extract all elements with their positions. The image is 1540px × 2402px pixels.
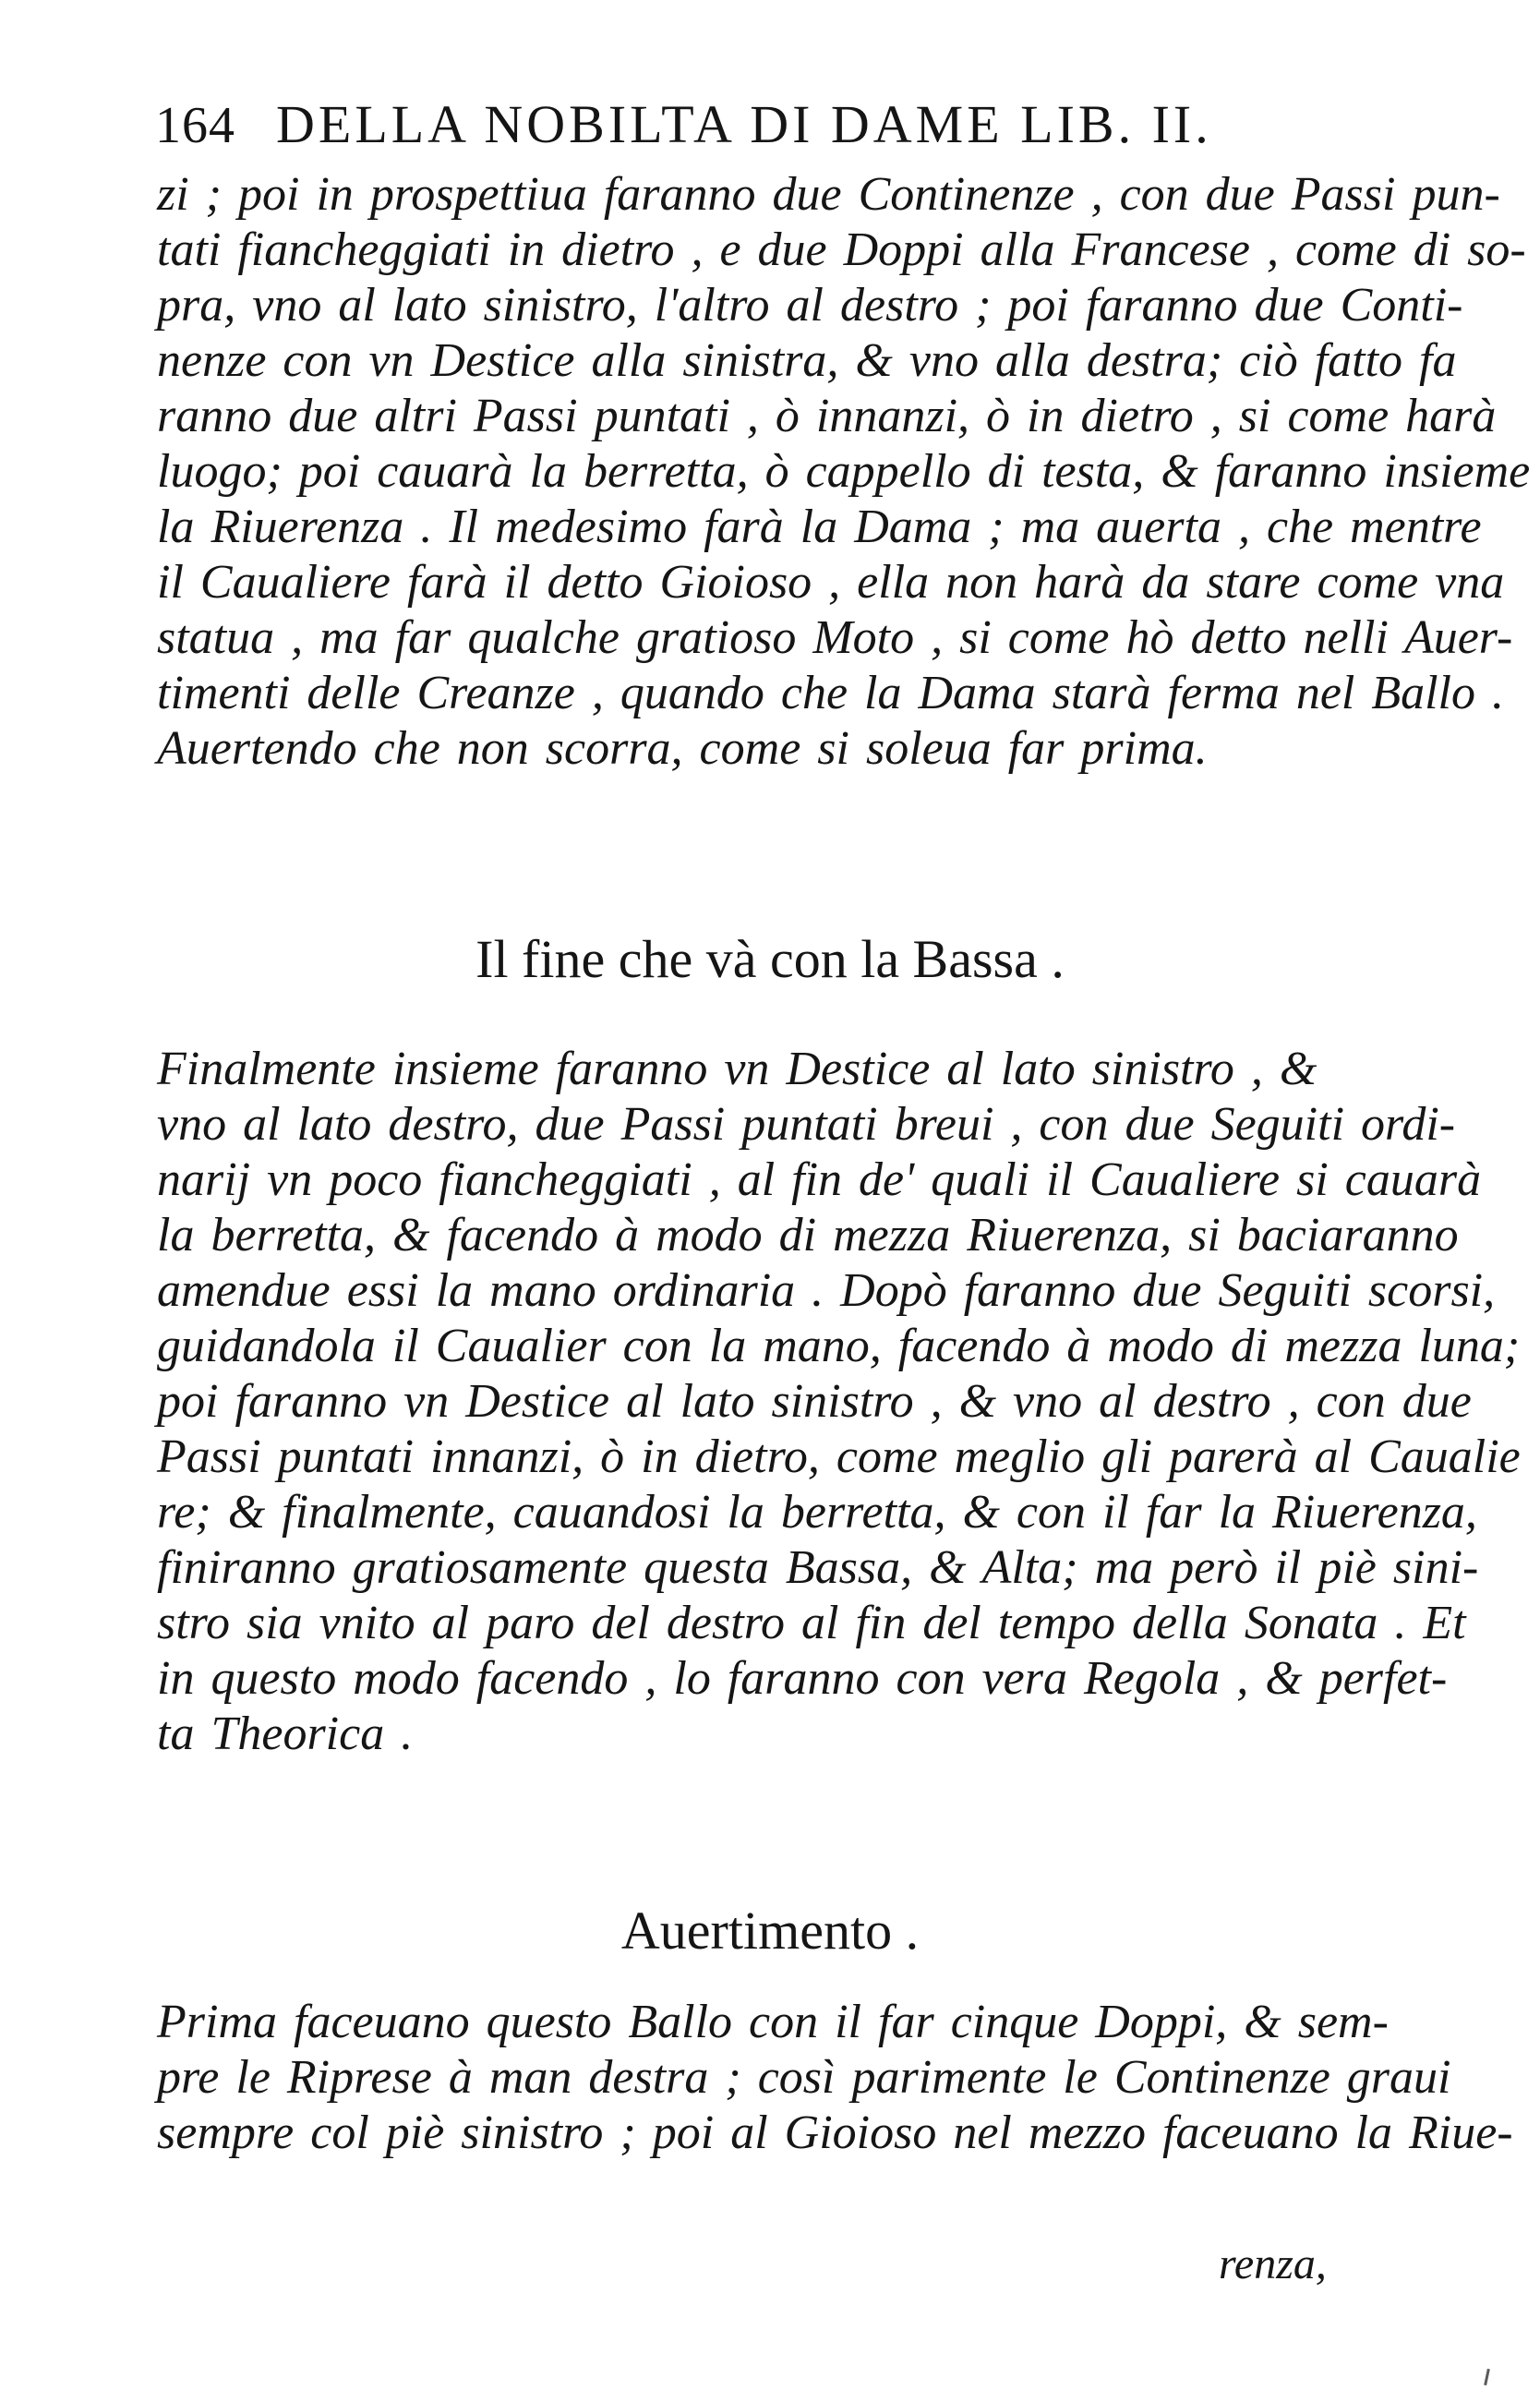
text-line: timenti delle Creanze , quando che la Dama starà ferma nel Ballo .	[157, 667, 1504, 719]
text-line: poi faranno vn Destice al lato sinistro , & vno al destro , con due	[157, 1375, 1472, 1428]
page-header	[155, 94, 1309, 163]
text-line: pre le Riprese à man destra ; così parimente le Continenze graui	[157, 2051, 1451, 2104]
text-line: zi ; poi in prospettiua faranno due Continenze , con due Passi pun-	[157, 168, 1500, 221]
text-line: statua , ma far qualche gratioso Moto , si come hò detto nelli Auer-	[157, 611, 1513, 664]
text-line: guidandola il Caualier con la mano, facendo à modo di mezza luna;	[157, 1320, 1521, 1372]
text-line: vno al lato destro, due Passi puntati breui , con due Seguiti ordi-	[157, 1098, 1456, 1151]
section-heading-fine: Il fine che và con la Bassa .	[475, 929, 1065, 989]
section-heading-auertimento: Auertimento .	[620, 1901, 920, 1961]
text-line: il Caualiere farà il detto Gioioso , ella non harà da stare come vna	[157, 556, 1505, 609]
text-line: Passi puntati innanzi, ò in dietro, come meglio gli parerà al Caualie	[157, 1430, 1521, 1483]
text-line: sempre col piè sinistro ; poi al Gioioso nel mezzo faceuano la Riue-	[157, 2106, 1513, 2159]
text-line: luogo; poi cauarà la berretta, ò cappello di testa, & faranno insieme	[157, 445, 1531, 498]
opening-paragraph	[157, 167, 1531, 777]
text-line: stro sia vnito al paro del destro al fin del tempo della Sonata . Et	[157, 1597, 1466, 1649]
catchword: renza,	[1219, 2239, 1327, 2288]
text-line: in questo modo facendo , lo faranno con vera Regola , & perfet-	[157, 1652, 1448, 1705]
text-line: nenze con vn Destice alla sinistra, & vno alla destra; ciò fatto fa	[157, 334, 1457, 387]
paper-mark	[1484, 2369, 1490, 2385]
text-line: ranno due altri Passi puntati , ò innanzi, ò in dietro , si come harà	[157, 390, 1497, 442]
text-line: tati fiancheggiati in dietro , e due Doppi alla Francese , come di so-	[157, 223, 1526, 276]
text-line: narij vn poco fiancheggiati , al fin de' quali il Caualiere si cauarà	[157, 1153, 1482, 1206]
text-line: Prima faceuano questo Ballo con il far cinque Doppi, & sem-	[157, 1996, 1389, 2048]
text-line: Finalmente insieme faranno vn Destice al lato sinistro , &	[157, 1043, 1317, 1095]
page-number: 164	[155, 97, 235, 154]
text-line: amendue essi la mano ordinaria . Dopò faranno due Seguiti scorsi,	[157, 1264, 1496, 1317]
text-line: ta Theorica .	[157, 1708, 414, 1760]
text-line: finiranno gratiosamente questa Bassa, & Alta; ma però il piè sini-	[157, 1541, 1479, 1594]
text-line: Auertendo che non scorra, come si soleua far prima.	[157, 722, 1208, 775]
text-line: la berretta, & facendo à modo di mezza Riuerenza, si baciaranno	[157, 1209, 1459, 1261]
text-line: la Riuerenza . Il medesimo farà la Dama ; ma auerta , che mentre	[157, 501, 1482, 553]
running-head: DELLA NOBILTA DI DAME LIB. II.	[276, 94, 1212, 154]
text-line: pra, vno al lato sinistro, l'altro al destro ; poi faranno due Conti-	[157, 279, 1463, 332]
auertimento-paragraph	[157, 1995, 1513, 2161]
fine-paragraph	[157, 1042, 1521, 1762]
text-line: re; & finalmente, cauandosi la berretta, & con il far la Riuerenza,	[157, 1486, 1477, 1539]
